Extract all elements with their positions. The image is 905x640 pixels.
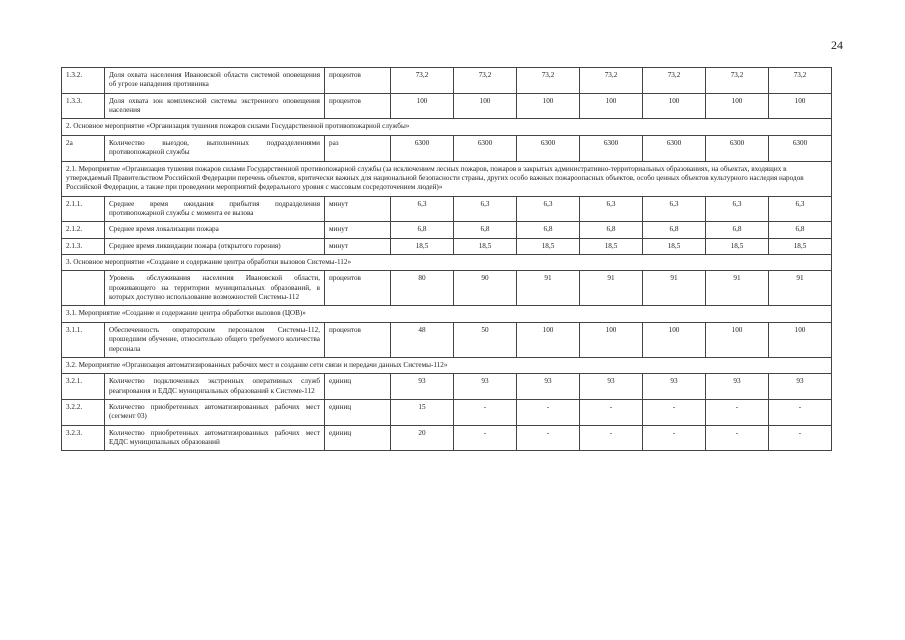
value-cell: 100 [580,93,643,119]
value-cell: 73,2 [769,68,832,94]
unit-cell: единиц [325,425,391,451]
unit-cell: единиц [325,399,391,425]
value-cell: 6,3 [643,196,706,222]
unit-cell: минут [325,238,391,254]
indicator-name: Среднее время ожидания прибытия подразделения противопожарной службы с момента ее вызова [105,196,325,222]
value-cell: 100 [706,93,769,119]
value-cell: 18,5 [454,238,517,254]
row-number: 2.1.2. [62,222,105,238]
section-row [62,306,832,322]
value-cell: - [769,425,832,451]
value-cell: 6,8 [517,222,580,238]
value-cell: 100 [769,322,832,357]
indicator-name: Доля охвата населения Ивановской области системой оповещения об угрозе нападения противника [105,68,325,94]
value-cell: 6300 [454,135,517,161]
section-title: 3.2. Мероприятие «Организация автоматизированных рабочих мест и создание сети связи и передачи данных Системы-112» [62,357,832,373]
value-cell: 50 [454,322,517,357]
value-cell: 91 [769,271,832,306]
value-cell: 93 [517,374,580,400]
table-row [62,374,832,400]
value-cell: 18,5 [769,238,832,254]
table-row [62,399,832,425]
value-cell: 6,8 [643,222,706,238]
value-cell: 73,2 [706,68,769,94]
value-cell: 18,5 [706,238,769,254]
indicator-name: Количество приобретенных автоматизированных рабочих мест ЕДДС муниципальных образований [105,425,325,451]
indicators-table [61,67,832,451]
value-cell: 6,8 [580,222,643,238]
table-row [62,135,832,161]
section-title: 2. Основное мероприятие «Организация тушения пожаров силами Государственной противопожарной службы» [62,119,832,135]
value-cell: 93 [391,374,454,400]
value-cell: 73,2 [517,68,580,94]
section-row [62,255,832,271]
table-row [62,322,832,357]
indicator-name: Среднее время ликвидации пожара (открытого горения) [105,238,325,254]
section-title: 2.1. Мероприятие «Организация тушения пожаров силами Государственной противопожарной службы (за исключением лесных пожаров, пожаров в закрытых административно-территориальных образованиях, на объектах, входящих в утверждаемый Правительством Российской Федерации перечень объектов, критически важных для национальной безопасности страны, других особо важных пожароопасных объектов, особо ценных объектов культурного наследия народов Российской Федерации, а также при проведении мероприятий федерального уровня с массовым сосредоточением людей)» [62,161,832,196]
section-row [62,119,832,135]
value-cell: 93 [769,374,832,400]
section-title: 3.1. Мероприятие «Создание и содержание центра обработки вызовов (ЦОВ)» [62,306,832,322]
value-cell: 48 [391,322,454,357]
value-cell: 6,3 [706,196,769,222]
value-cell: - [706,425,769,451]
table-row [62,271,832,306]
value-cell: 6,3 [517,196,580,222]
table-row [62,93,832,119]
row-number: 2а [62,135,105,161]
row-number: 2.1.1. [62,196,105,222]
value-cell: 73,2 [454,68,517,94]
value-cell: 6300 [706,135,769,161]
value-cell: 6,8 [391,222,454,238]
table-row [62,238,832,254]
table-row [62,222,832,238]
value-cell: 6,8 [769,222,832,238]
indicator-name: Количество выездов, выполненных подразделениями противопожарной службы [105,135,325,161]
indicator-name: Среднее время локализации пожара [105,222,325,238]
row-number: 3.2.3. [62,425,105,451]
row-number: 1.3.3. [62,93,105,119]
value-cell: 80 [391,271,454,306]
value-cell: 15 [391,399,454,425]
value-cell: 91 [580,271,643,306]
value-cell: 100 [706,322,769,357]
value-cell: - [517,399,580,425]
value-cell: 93 [580,374,643,400]
unit-cell: минут [325,222,391,238]
section-row [62,357,832,373]
value-cell: 6,3 [580,196,643,222]
value-cell: 6300 [517,135,580,161]
value-cell: 100 [769,93,832,119]
value-cell: 6300 [580,135,643,161]
value-cell: - [643,399,706,425]
value-cell: 18,5 [517,238,580,254]
value-cell: 18,5 [643,238,706,254]
value-cell: 100 [643,93,706,119]
value-cell: 73,2 [580,68,643,94]
table-row [62,68,832,94]
value-cell: 100 [517,322,580,357]
unit-cell: единиц [325,374,391,400]
value-cell: 6300 [769,135,832,161]
row-number: 3.2.1. [62,374,105,400]
indicator-name: Уровень обслуживания населения Ивановской области, проживающего на территории муниципальных образований, в которых доступно использование возможностей Системы-112 [105,271,325,306]
value-cell: - [517,425,580,451]
value-cell: 100 [391,93,454,119]
value-cell: 91 [643,271,706,306]
value-cell: 73,2 [643,68,706,94]
value-cell: - [580,399,643,425]
row-number: 2.1.3. [62,238,105,254]
value-cell: 6300 [643,135,706,161]
value-cell: 91 [517,271,580,306]
value-cell: 20 [391,425,454,451]
indicator-name: Доля охвата зон комплексной системы экстренного оповещения населения [105,93,325,119]
unit-cell: процентов [325,271,391,306]
value-cell: - [580,425,643,451]
row-number: 1.3.2. [62,68,105,94]
value-cell: 6,3 [454,196,517,222]
table-body [62,68,832,451]
value-cell: - [454,399,517,425]
indicator-name: Количество подключенных экстренных оперативных служб реагирования и ЕДДС муниципальных образований к Системе-112 [105,374,325,400]
row-number: 3.2.2. [62,399,105,425]
value-cell: - [643,425,706,451]
value-cell: - [454,425,517,451]
table-row [62,196,832,222]
value-cell: 18,5 [391,238,454,254]
section-title: 3. Основное мероприятие «Создание и содержание центра обработки вызовов Системы-112» [62,255,832,271]
value-cell: - [706,399,769,425]
indicator-name: Количество приобретенных автоматизированных рабочих мест (сегмент 03) [105,399,325,425]
row-number [62,271,105,306]
value-cell: 100 [580,322,643,357]
value-cell: 6,8 [706,222,769,238]
unit-cell: минут [325,196,391,222]
value-cell: 6,3 [769,196,832,222]
page-number: 24 [831,38,843,52]
value-cell: 93 [706,374,769,400]
value-cell: 91 [706,271,769,306]
value-cell: 100 [454,93,517,119]
value-cell: 6300 [391,135,454,161]
value-cell: 6,8 [454,222,517,238]
value-cell: 18,5 [580,238,643,254]
value-cell: 90 [454,271,517,306]
unit-cell: процентов [325,322,391,357]
value-cell: 100 [517,93,580,119]
value-cell: 93 [643,374,706,400]
row-number: 3.1.1. [62,322,105,357]
section-row [62,161,832,196]
unit-cell: процентов [325,93,391,119]
unit-cell: раз [325,135,391,161]
unit-cell: процентов [325,68,391,94]
value-cell: - [769,399,832,425]
value-cell: 93 [454,374,517,400]
value-cell: 6,3 [391,196,454,222]
value-cell: 73,2 [391,68,454,94]
indicator-name: Обеспеченность операторским персоналом Системы-112, прошедшим обучение, относительно общего требуемого количества персонала [105,322,325,357]
value-cell: 100 [643,322,706,357]
table-row [62,425,832,451]
